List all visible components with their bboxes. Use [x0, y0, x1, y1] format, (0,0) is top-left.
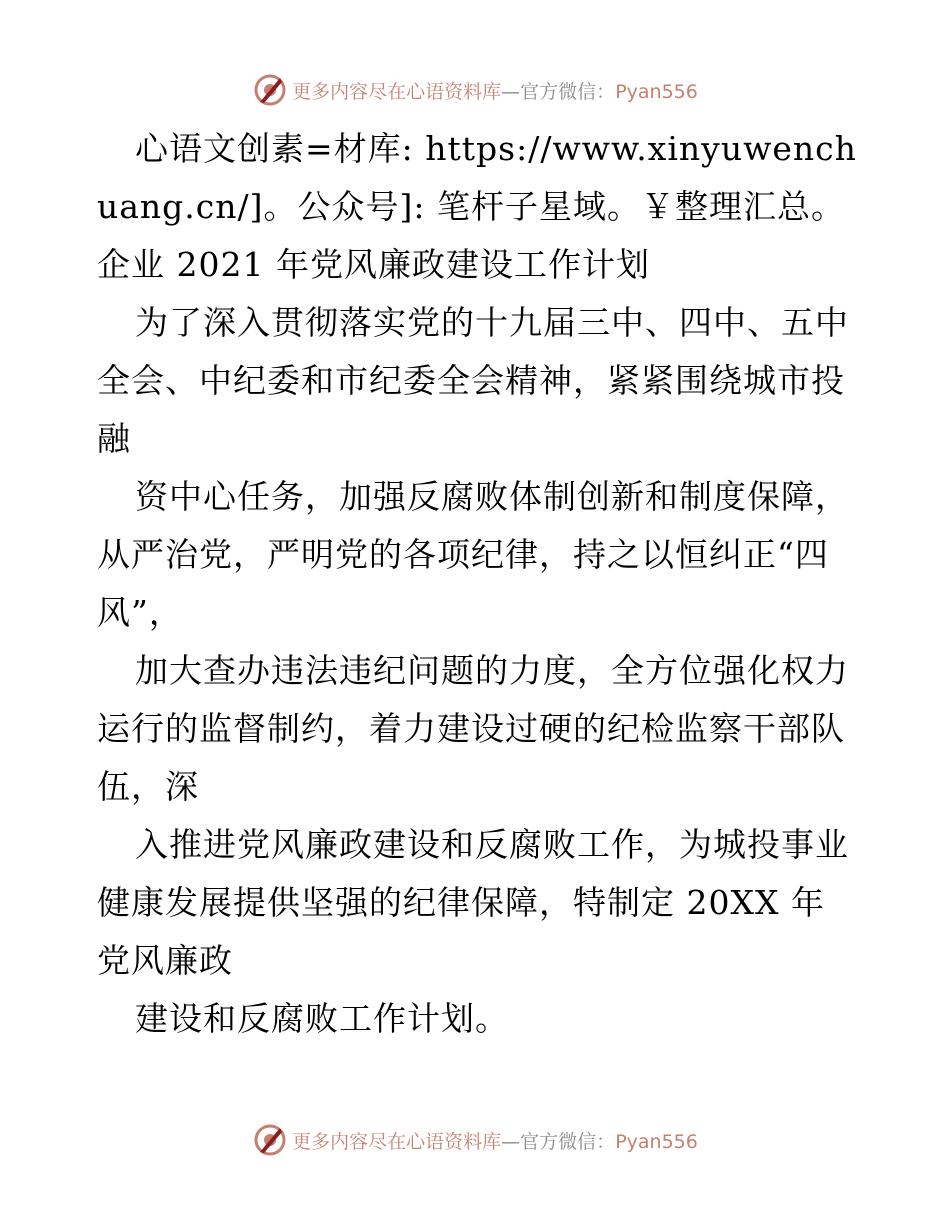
paragraph-4: 加大查办违法违纪问题的力度，全方位强化权力运行的监督制约，着力建设过硬的纪检监察干部队伍，深	[97, 651, 849, 806]
watermark-separator: —	[501, 1130, 521, 1153]
watermark-brand: 更多内容尽在心语资料库	[292, 1130, 502, 1153]
watermark-contact-id: Pyan556	[615, 80, 698, 103]
watermark-contact-id: Pyan556	[615, 1130, 698, 1153]
watermark-text	[292, 77, 698, 104]
paragraph-3: 资中心任务，加强反腐败体制创新和制度保障，从严治党，严明党的各项纪律，持之以恒纠正“四风”，	[97, 477, 849, 632]
feather-pen-circle-icon	[252, 1122, 288, 1158]
watermark-brand: 更多内容尽在心语资料库	[292, 80, 502, 103]
document-body	[97, 120, 857, 1048]
footer-watermark	[0, 1120, 950, 1160]
watermark-contact-label: 官方微信：	[520, 1130, 616, 1153]
paragraph-2: 为了深入贯彻落实党的十九届三中、四中、五中全会、中纪委和市纪委全会精神，紧紧围绕城市投融	[97, 303, 849, 458]
header-watermark	[0, 70, 950, 110]
watermark-contact-label: 官方微信：	[520, 80, 616, 103]
watermark-text	[292, 1127, 698, 1154]
watermark-separator: —	[501, 80, 521, 103]
paragraph-5: 入推进党风廉政建设和反腐败工作，为城投事业健康发展提供坚强的纪律保障，特制定 20XX 年党风廉政	[97, 825, 849, 980]
paragraph-6: 建设和反腐败工作计划。	[135, 999, 509, 1038]
paragraph-1: 心语文创素=材库: https://www.xinyuwenchuang.cn/]。公众号]: 笔杆子星域。￥整理汇总。企业 2021 年党风廉政建设工作计划	[97, 129, 857, 284]
feather-pen-circle-icon	[252, 72, 288, 108]
